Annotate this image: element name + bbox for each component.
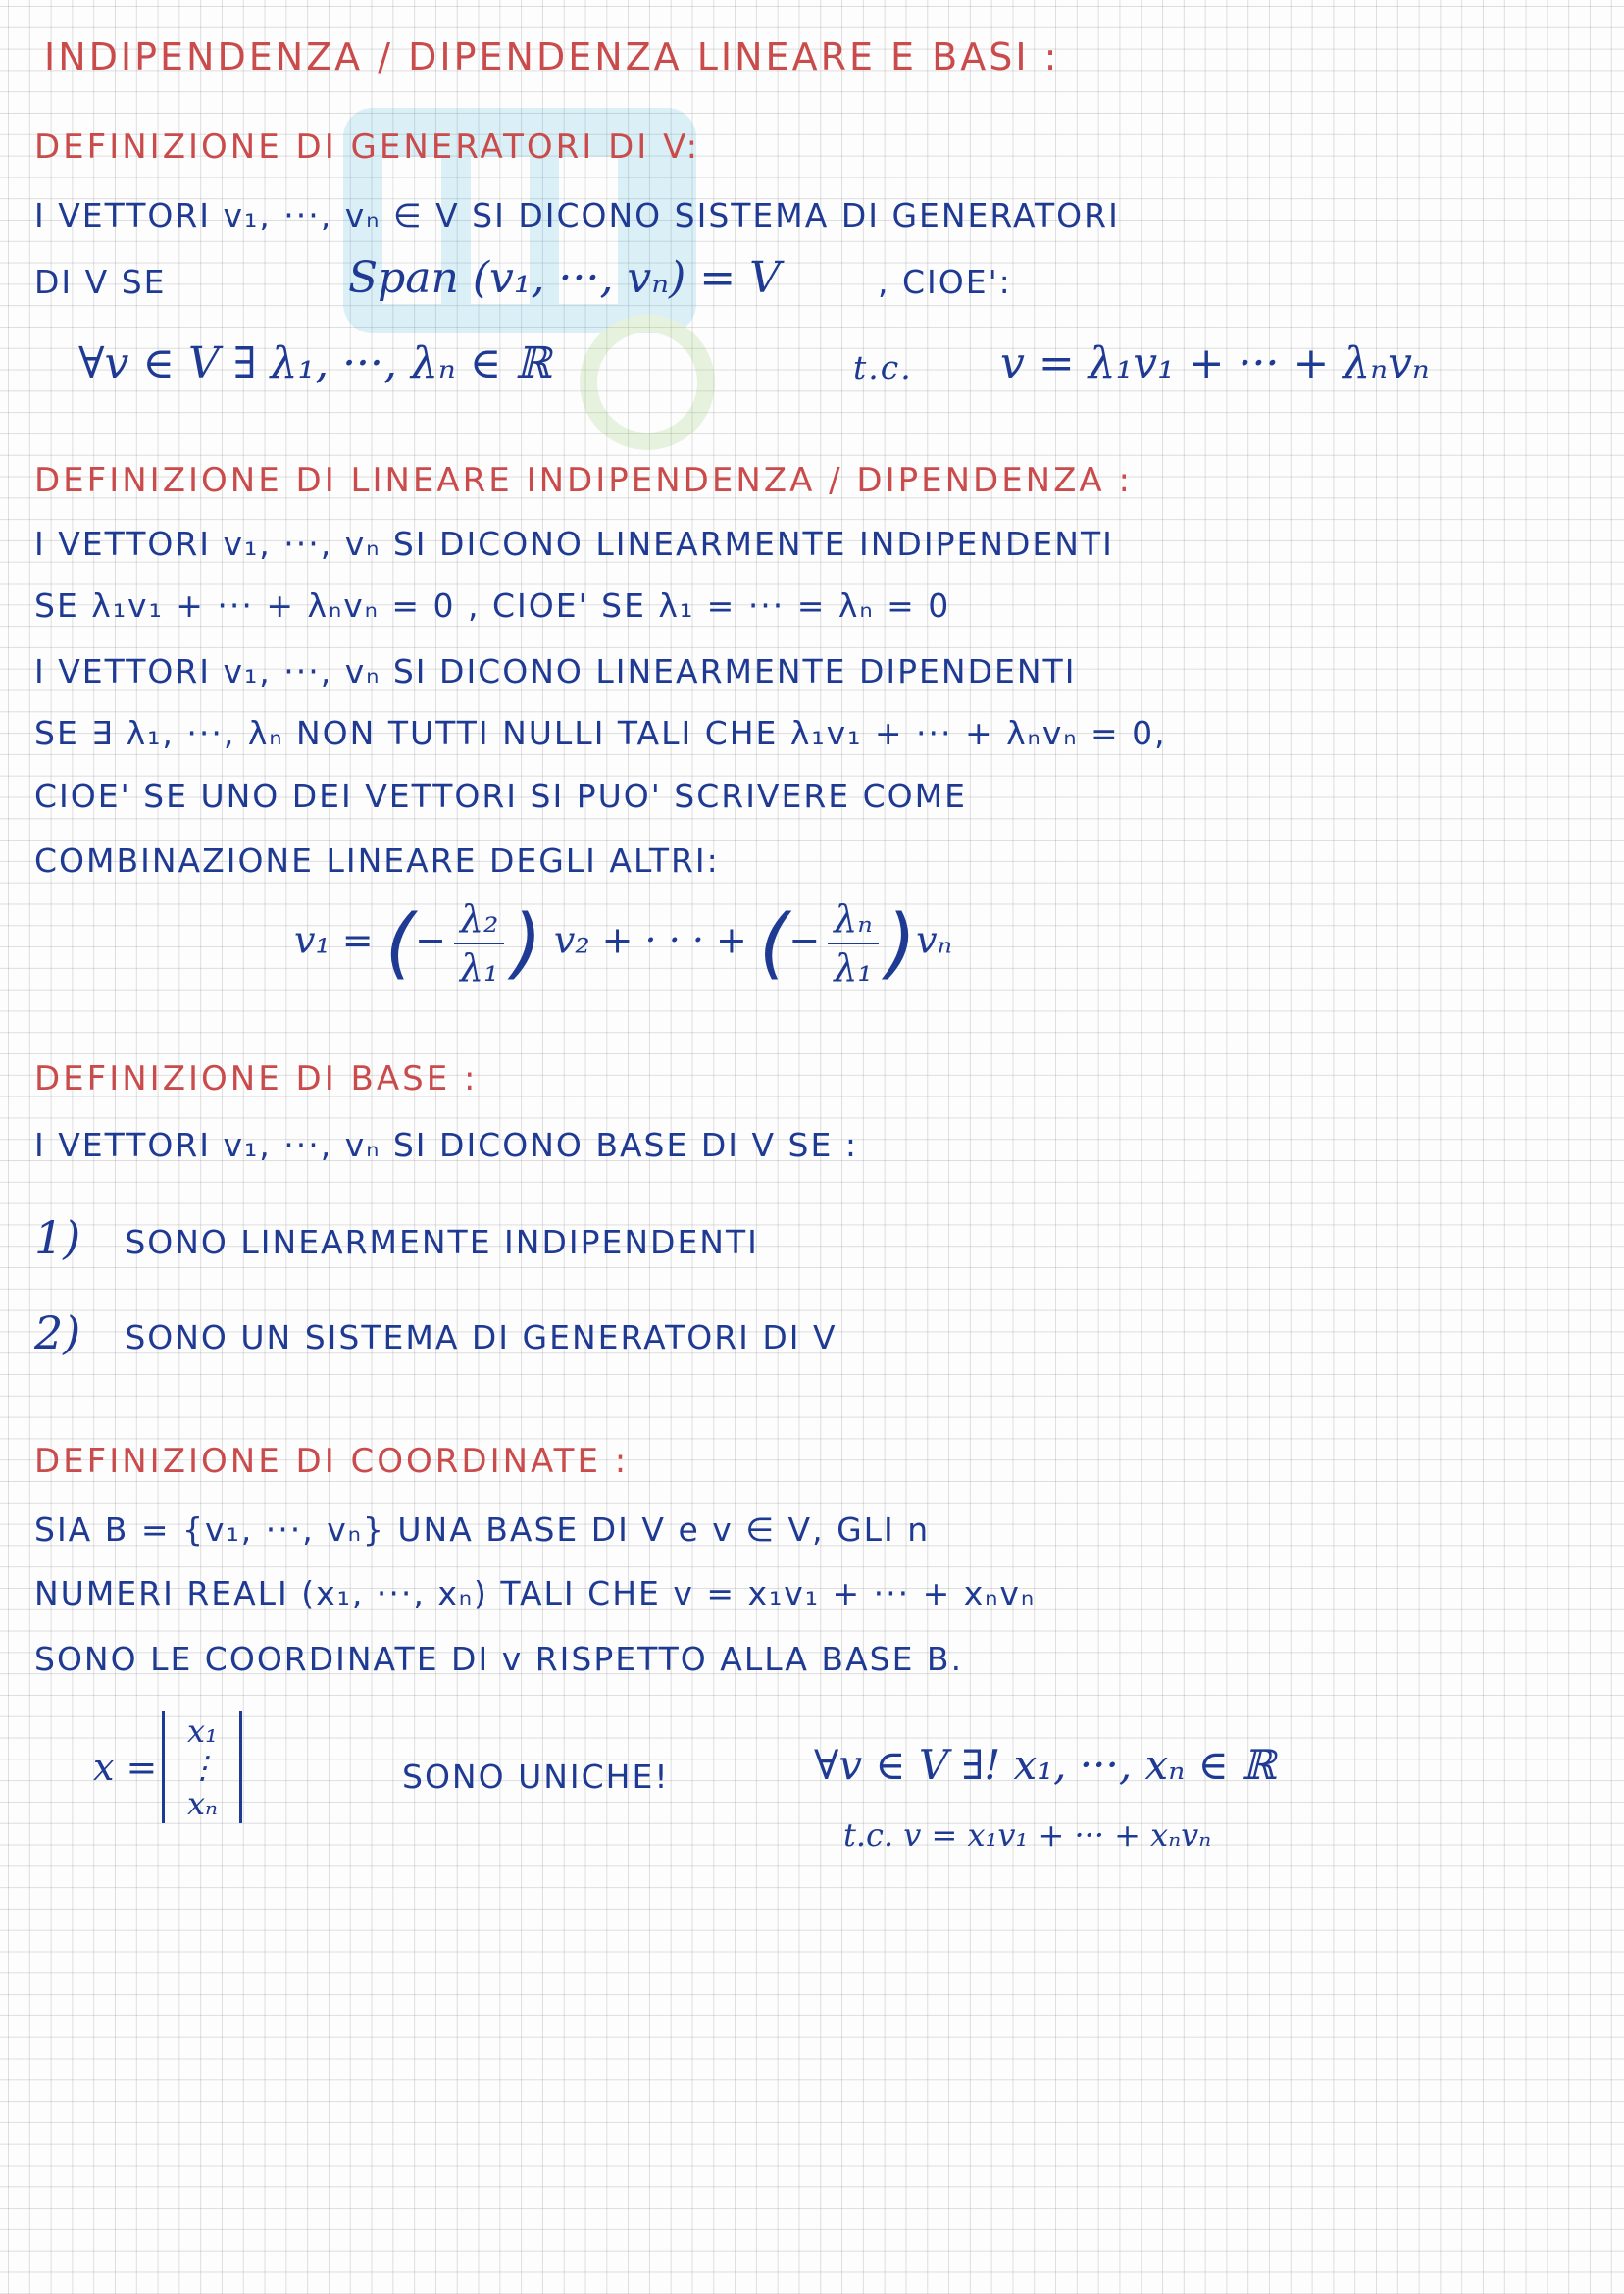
coordinate-tc: t.c. v = x₁v₁ + ··· + xₙvₙ [843, 1816, 1212, 1854]
fraction-1-num: λ₂ [454, 897, 504, 944]
paren-close-2: ) [886, 899, 917, 988]
formula-lhs: v₁ = [294, 918, 374, 962]
paren-open-1: ( [384, 899, 416, 988]
generatori-line-2c: , CIOE': [878, 263, 1012, 301]
base-item-1-number: 1) [34, 1211, 81, 1264]
coordinate-uniche: SONO UNICHE! [402, 1758, 670, 1796]
formula-mid: v₂ + · · · + [553, 918, 747, 962]
base-item-1 [34, 1211, 759, 1264]
dipendenza-line-1: I VETTORI v₁, ···, vₙ SI DICONO LINEARMENTE DIPENDENTI [34, 652, 1077, 690]
coordinate-line-1: SIA B = {v₁, ···, vₙ} UNA BASE DI V e v ∈ V, GLI n [34, 1510, 931, 1549]
dipendenza-line-3: CIOE' SE UNO DEI VETTORI SI PUO' SCRIVERE COME [34, 777, 967, 815]
generatori-line-1: I VETTORI v₁, ···, vₙ ∈ V SI DICONO SISTEMA DI GENERATORI [34, 196, 1120, 234]
heading-base: DEFINIZIONE DI BASE : [34, 1059, 479, 1098]
dipendenza-formula: v₁ = (− $\frac{\text{λ₂}}{\text{λ₁}}$ ) v₂ + · · · + (− $\frac{\text{λₙ}}{\text{λ₁}}$ )vₙ [294, 897, 953, 990]
dipendenza-line-2: SE ∃ λ₁, ···, λₙ NON TUTTI NULLI TALI CHE λ₁v₁ + ··· + λₙvₙ = 0, [34, 714, 1167, 752]
fraction-1-den: λ₁ [460, 946, 499, 990]
paren-open-2: ( [758, 899, 789, 988]
base-item-2-number: 2) [34, 1306, 81, 1359]
heading-coordinate: DEFINIZIONE DI COORDINATE : [34, 1442, 630, 1481]
vector-xn: xₙ [186, 1784, 218, 1822]
generatori-tc: t.c. [853, 348, 913, 386]
base-line-1: I VETTORI v₁, ···, vₙ SI DICONO BASE DI V SE : [34, 1126, 858, 1164]
generatori-quantifier: ∀v ∈ V ∃ λ₁, ···, λₙ ∈ ℝ [78, 338, 551, 388]
base-item-2 [34, 1306, 837, 1359]
generatori-formula [78, 338, 1608, 407]
base-item-2-text: SONO UN SISTEMA DI GENERATORI DI V [125, 1318, 837, 1356]
fraction-1 [454, 897, 504, 990]
span-expression: Span (v₁, ···, vₙ) = V [348, 253, 781, 303]
fraction-2 [828, 897, 878, 990]
generatori-line-2a: DI V SE [34, 263, 167, 301]
heading-generatori: DEFINIZIONE DI GENERATORI DI V: [34, 127, 701, 167]
base-item-1-text: SONO LINEARMENTE INDIPENDENTI [125, 1223, 759, 1261]
coordinate-vector [93, 1711, 242, 1823]
dipendenza-line-4: COMBINAZIONE LINEARE DEGLI ALTRI: [34, 841, 720, 880]
vector-x1: x₁ [187, 1712, 218, 1750]
vector-dots: ⋮ [186, 1748, 219, 1786]
column-vector [162, 1711, 242, 1823]
heading-indipendenza: DEFINIZIONE DI LINEARE INDIPENDENZA / DIPENDENZA : [34, 461, 1133, 500]
vector-lhs: x = [93, 1746, 158, 1790]
generatori-line-2 [34, 253, 1603, 322]
page-title: INDIPENDENZA / DIPENDENZA LINEARE E BASI : [44, 35, 1060, 78]
generatori-combination: v = λ₁v₁ + ··· + λₙvₙ [1000, 338, 1430, 388]
coordinate-unique-formula: ∀v ∈ V ∃! x₁, ···, xₙ ∈ ℝ [814, 1741, 1276, 1789]
coordinate-line-3: SONO LE COORDINATE DI v RISPETTO ALLA BASE B. [34, 1640, 964, 1678]
formula-end: vₙ [916, 918, 953, 962]
indipendenza-line-2: SE λ₁v₁ + ··· + λₙvₙ = 0 , CIOE' SE λ₁ = ··· = λₙ = 0 [34, 586, 951, 625]
indipendenza-line-1: I VETTORI v₁, ···, vₙ SI DICONO LINEARMENTE INDIPENDENTI [34, 525, 1114, 563]
coordinate-line-2: NUMERI REALI (x₁, ···, xₙ) TALI CHE v = x₁v₁ + ··· + xₙvₙ [34, 1574, 1037, 1612]
fraction-2-den: λ₁ [834, 946, 873, 990]
fraction-2-num: λₙ [828, 897, 878, 944]
paren-close-1: ) [512, 899, 542, 988]
